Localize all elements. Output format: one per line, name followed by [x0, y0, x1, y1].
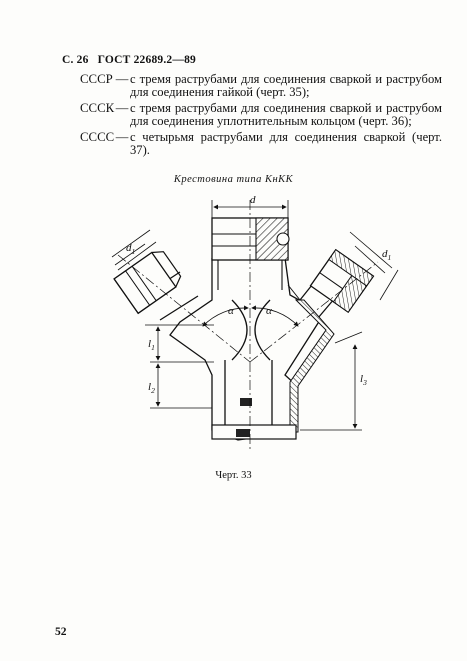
definition-dash: — — [115, 100, 129, 115]
definition-dash: — — [115, 129, 129, 144]
dim-alpha-right: α — [266, 305, 272, 317]
top-socket — [212, 218, 289, 290]
dim-l2-left: $l_2$ — [148, 381, 155, 395]
dim-l3-right: $l_3$ — [360, 373, 367, 387]
figure-number: Черт. 33 — [215, 470, 252, 481]
lower-bore — [225, 360, 272, 428]
dim-d1-left: $d_1$ — [126, 242, 136, 256]
definition-dash: — — [115, 72, 129, 86]
standard-number: ГОСТ 22689.2—89 — [97, 54, 196, 66]
definition-code: СССС — [80, 129, 115, 144]
dim-l1-left: $l_1$ — [148, 338, 155, 352]
page-ref: С. 26 — [62, 54, 89, 66]
right-socket — [311, 250, 374, 312]
definition-text: с четырьмя раструбами для соединения сваркой (черт. 37). — [130, 129, 442, 158]
dim-d-top: d — [250, 194, 256, 206]
definition-code: СССР — [80, 72, 113, 86]
dim-alpha-left: α — [228, 305, 234, 317]
figure-caption: Крестовина типа КнКК — [173, 174, 294, 185]
page-number: 52 — [55, 626, 67, 638]
definition-text: с тремя раструбами для соединения сваркой и раструбом для соединения уплотнительным кольцом (черт. 36); — [130, 100, 442, 129]
dim-d1-right: $d_1$ — [382, 248, 392, 262]
definition-text: с тремя раструбами для соединения сваркой и раструбом для соединения гайкой (черт. 35); — [130, 72, 442, 100]
definition-code: СССК — [80, 100, 115, 115]
right-wall-section — [290, 300, 334, 432]
